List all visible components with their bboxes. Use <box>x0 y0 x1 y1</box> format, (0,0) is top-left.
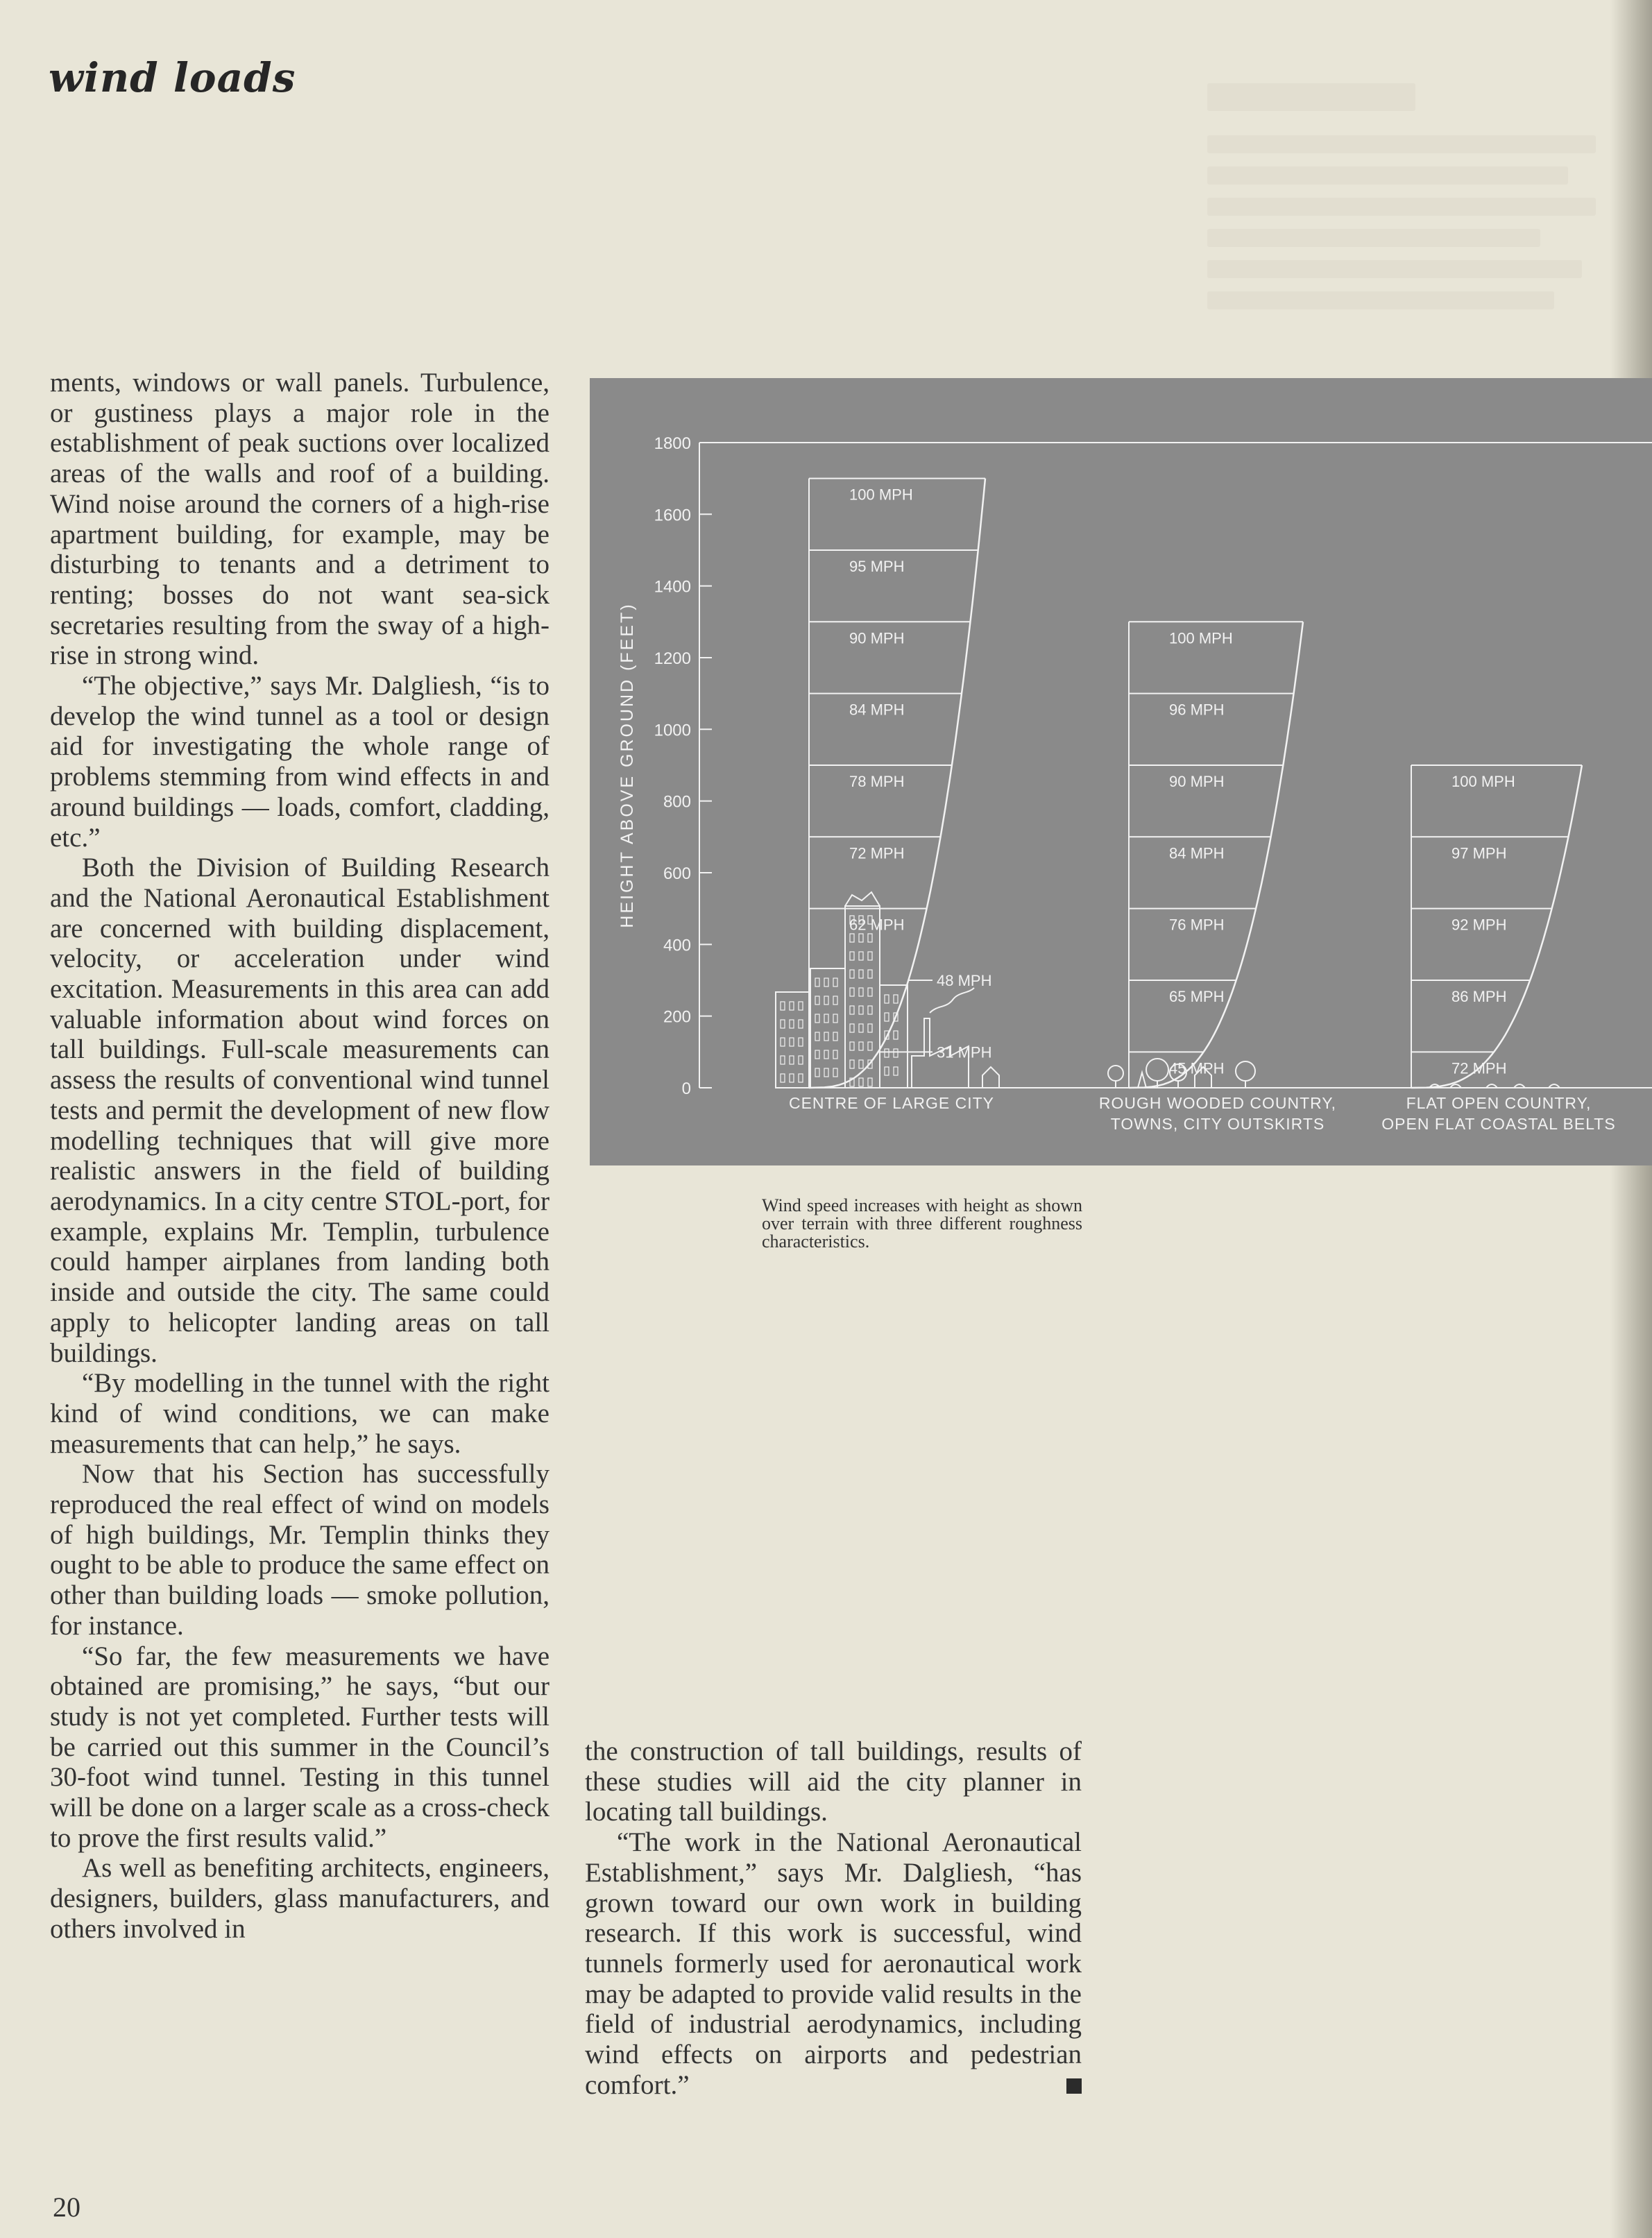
profile-series-2 <box>1129 622 1303 1088</box>
building-window <box>790 1056 794 1064</box>
y-tick-label: 1600 <box>654 506 691 525</box>
section-title: wind loads <box>49 54 296 101</box>
building-window <box>894 1049 898 1057</box>
building-window <box>850 934 854 942</box>
paragraph: Both the Division of Building Research and the National Aeronautical Establishment are concerned with building displacement, velocity, or acceleration under wind excitation. Measurements in this area can add valuable information about wind forces on tall buildings. Full-scale measurements can assess the results of conventional wind tunnel tests and permit the development of new flow modelling techniques that will give more realistic answers in the field of building aerodynamics. In a city centre STOL-port, for example, explains Mr. Templin, turbulence could hamper airplanes from landing both inside and outside the city. The same could apply to helicopter landing areas on tall buildings. <box>50 853 550 1368</box>
building-window <box>859 970 863 978</box>
building-window <box>894 1067 898 1075</box>
speed-level-label: 45 MPH <box>1169 1059 1225 1077</box>
speed-level-label: 48 MPH <box>937 971 992 989</box>
speed-level-label: 31 MPH <box>937 1043 992 1061</box>
speed-level-label: 90 MPH <box>1169 772 1225 790</box>
building-window <box>781 1074 785 1082</box>
speed-level-label: 76 MPH <box>1169 916 1225 934</box>
building-window <box>824 996 828 1005</box>
building-window <box>885 995 889 1003</box>
building-window <box>859 952 863 960</box>
figure-caption <box>762 1197 1082 1251</box>
speed-level-label: 96 MPH <box>1169 701 1225 719</box>
building-window <box>885 1013 889 1021</box>
building-window <box>850 952 854 960</box>
speed-level-label: 65 MPH <box>1169 987 1225 1005</box>
building-window <box>824 1050 828 1059</box>
speed-level-label: 100 MPH <box>1169 629 1233 647</box>
building-window <box>859 1078 863 1086</box>
building-window <box>859 934 863 942</box>
building-window <box>790 1038 794 1046</box>
speed-level-label: 95 MPH <box>849 557 905 575</box>
y-tick-label: 600 <box>663 864 691 883</box>
paragraph: “By modelling in the tunnel with the right kind of wind conditions, we can make measurements that can help,” he says. <box>50 1368 550 1459</box>
building-window <box>824 1014 828 1023</box>
building-window <box>868 952 872 960</box>
building-window <box>894 1031 898 1039</box>
building-window <box>868 988 872 996</box>
building-window <box>868 1024 872 1032</box>
building-window <box>781 1038 785 1046</box>
building-window <box>833 1050 837 1059</box>
building-window <box>894 995 898 1003</box>
building-window <box>799 1038 803 1046</box>
building-window <box>781 1020 785 1028</box>
building-window <box>815 1050 819 1059</box>
building-window <box>833 996 837 1005</box>
paragraph: “So far, the few measurements we have obtained are promising,” he says, “but our study is not yet completed. Further tests will be carried out this summer in the Council’s 30-foot wind tunnel. Testing in this tunnel will be done on a larger scale as a cross-check to prove the first results valid.” <box>50 1641 550 1853</box>
wind-profile-figure <box>590 378 1652 1165</box>
building-window <box>799 1020 803 1028</box>
y-tick-label: 1400 <box>654 577 691 597</box>
building-window <box>824 1068 828 1077</box>
building-window <box>868 1042 872 1050</box>
y-tick-label: 1200 <box>654 649 691 668</box>
terrain-category-label: CENTRE OF LARGE CITY <box>788 1094 995 1112</box>
paragraph <box>585 1827 1082 2100</box>
building-window <box>781 1056 785 1064</box>
y-tick-label: 1000 <box>654 721 691 740</box>
building-window <box>885 1049 889 1057</box>
profile-series-3 <box>1411 765 1582 1088</box>
building-window <box>790 1074 794 1082</box>
building-window <box>833 978 837 986</box>
building-window <box>868 1078 872 1086</box>
building-window <box>815 1014 819 1023</box>
terrain-category-label: TOWNS, CITY OUTSKIRTS <box>1110 1115 1325 1133</box>
building-window <box>850 1024 854 1032</box>
right-text-column <box>585 1736 1082 2100</box>
building-window <box>859 1024 863 1032</box>
building-window <box>868 970 872 978</box>
speed-level-label: 72 MPH <box>1451 1059 1507 1077</box>
building-window <box>868 934 872 942</box>
terrain-category-label: OPEN FLAT COASTAL BELTS <box>1381 1115 1616 1133</box>
end-of-article-mark <box>1066 2078 1082 2094</box>
tree-crown <box>1108 1066 1123 1081</box>
building-window <box>885 1067 889 1075</box>
terrain-category-label: FLAT OPEN COUNTRY, <box>1406 1094 1592 1112</box>
building-window <box>824 1032 828 1041</box>
tree-crown <box>1236 1061 1255 1081</box>
paragraph: the construction of tall buildings, results of these studies will aid the city planner in locating tall buildings. <box>585 1736 1082 1827</box>
building-window <box>815 978 819 986</box>
house-outline <box>982 1067 999 1088</box>
y-tick-label: 0 <box>681 1079 691 1098</box>
building-window <box>859 1042 863 1050</box>
speed-level-label: 62 MPH <box>849 916 905 934</box>
speed-level-label: 92 MPH <box>1451 916 1507 934</box>
building-window <box>850 1042 854 1050</box>
building-window <box>815 1068 819 1077</box>
building-window <box>815 1032 819 1041</box>
page-number: 20 <box>53 2192 80 2223</box>
y-tick-label: 200 <box>663 1007 691 1027</box>
wind-speed-chart <box>590 378 1652 1165</box>
building-window <box>815 996 819 1005</box>
building-window <box>824 978 828 986</box>
paragraph: ments, windows or wall panels. Turbulence, or gustiness plays a major role in the establishment of peak suctions over localized areas of the walls and roof of a building. Wind noise around the corners of a high-rise apartment building, for example, may be disturbing to tenants and a detriment to renting; bosses do not want sea-sick secretaries resulting from the sway of a high-rise in strong wind. <box>50 368 550 671</box>
speed-level-label: 84 MPH <box>1169 844 1225 862</box>
y-tick-label: 400 <box>663 936 691 955</box>
building-window <box>799 1002 803 1010</box>
building-window <box>799 1056 803 1064</box>
tree-crown <box>1146 1059 1168 1081</box>
speed-level-label: 78 MPH <box>849 772 905 790</box>
factory-smoke <box>930 988 974 1013</box>
building-window <box>850 970 854 978</box>
building-window <box>850 1006 854 1014</box>
speed-level-label: 86 MPH <box>1451 987 1507 1005</box>
y-axis-label: HEIGHT ABOVE GROUND (FEET) <box>618 602 637 928</box>
y-tick-label: 1800 <box>654 434 691 453</box>
terrain-category-label: ROUGH WOODED COUNTRY, <box>1098 1094 1337 1112</box>
speed-level-label: 97 MPH <box>1451 844 1507 862</box>
paragraph: “The objective,” says Mr. Dalgliesh, “is to develop the wind tunnel as a tool or design aid for investigating the whole range of problems stemming from wind effects in and around buildings — loads, comfort, cladding, etc.” <box>50 671 550 853</box>
building-window <box>790 1002 794 1010</box>
speed-level-label: 100 MPH <box>1451 772 1515 790</box>
speed-level-label: 84 MPH <box>849 701 905 719</box>
left-text-column <box>50 368 550 1945</box>
building-roof <box>845 892 880 906</box>
small-figure <box>1138 1073 1146 1088</box>
speed-level-label: 72 MPH <box>849 844 905 862</box>
building-window <box>790 1020 794 1028</box>
building-window <box>833 1014 837 1023</box>
building-window <box>799 1074 803 1082</box>
building-window <box>833 1032 837 1041</box>
building-window <box>833 1068 837 1077</box>
building-window <box>781 1002 785 1010</box>
paragraph-text: “The work in the National Aeronautical Establishment,” says Mr. Dalgliesh, “has grown toward our own work in building research. If this work is successful, wind tunnels formerly used for aeronautical work may be adapted to provide valid results in the field of industrial aerodynamics, including wind effects on airports and pedestrian comfort.” <box>585 1827 1082 2100</box>
paragraph: As well as benefiting architects, engineers, designers, builders, glass manufacturers, and others involved in <box>50 1853 550 1944</box>
speed-level-label: 100 MPH <box>849 486 913 504</box>
building-window <box>859 1006 863 1014</box>
y-tick-label: 800 <box>663 792 691 812</box>
building-window <box>868 1006 872 1014</box>
building-window <box>859 988 863 996</box>
speed-level-label: 90 MPH <box>849 629 905 647</box>
paragraph: Now that his Section has successfully reproduced the real effect of wind on models of high buildings, Mr. Templin thinks they ought to be able to produce the same effect on other than building loads — smoke pollution, for instance. <box>50 1459 550 1641</box>
building-window <box>850 1060 854 1068</box>
figure-caption-text: Wind speed increases with height as shown over terrain with three different roughness characteristics. <box>762 1195 1082 1252</box>
building-window <box>859 1060 863 1068</box>
building-window <box>850 988 854 996</box>
